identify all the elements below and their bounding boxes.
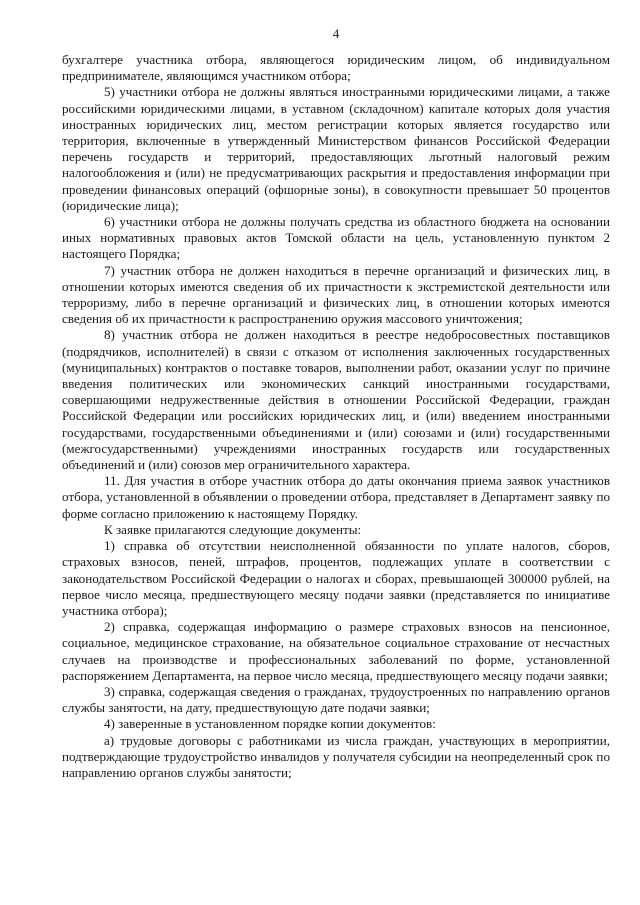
paragraph-continuation: бухгалтере участника отбора, являющегося юридическим лицом, об индивидуальном предпринимателе, являющимся участником отбора;	[62, 52, 610, 84]
paragraph-document-2: 2) справка, содержащая информацию о размере страховых взносов на пенсионное, социальное, медицинское страхование, на обязательное социальное страхование от несчастных случаев на производстве и профессиональных заболеваний по форме, установленной распоряжением Департамента, на первое число месяца, предшествующего месяцу подачи заявки;	[62, 619, 610, 683]
paragraph-document-4: 4) заверенные в установленном порядке копии документов:	[104, 716, 436, 732]
paragraph-document-4a: а) трудовые договоры с работниками из числа граждан, участвующих в мероприятии, подтверждающие трудоустройство инвалидов у получателя субсидии на неопределенный срок по направлению органов службы занятости;	[62, 732, 610, 780]
paragraph-document-1: 1) справка об отсутствии неисполненной обязанности по уплате налогов, сборов, страховых взносов, пеней, штрафов, процентов, подлежащих уплате в соответствии с законодательством Российской Федерации о налогах и сборах, превышающей 300000 рублей, на первое число месяца, предшествующего месяцу подачи заявки (представляется по инициативе участника отбора);	[62, 538, 610, 618]
document-body	[62, 52, 610, 781]
paragraph-documents-intro: К заявке прилагаются следующие документы:	[104, 521, 362, 537]
paragraph-item-6: 6) участники отбора не должны получать средства из областного бюджета на основании иных нормативных правовых актов Томской области на цель, установленную пунктом 2 настоящего Порядка;	[62, 214, 610, 262]
paragraph-item-8: 8) участник отбора не должен находиться в реестре недобросовестных поставщиков (подрядчиков, исполнителей) в связи с отказом от исполнения заключенных государственных (муниципальных) контрактов о поставке товаров, выполнении работ, оказании услуг по причине введения политических или экономических санкций иностранными государствами, совершающими недружественные действия в отношении Российской Федерации, граждан Российской Федерации или российских юридических лиц, и (или) введением иностранными государствами, государственными объединениями и (или) союзами и (или) государственными (межгосударственными) учреждениями иностранных государств или государственных объединений и (или) союзов мер ограничительного характера.	[62, 327, 610, 473]
page-number: 4	[332, 26, 340, 41]
paragraph-clause-11: 11. Для участия в отборе участник отбора до даты окончания приема заявок участников отбора, установленной в объявлении о проведении отбора, представляет в Департамент заявку по форме согласно приложению к настоящему Порядку.	[62, 473, 610, 521]
paragraph-document-3: 3) справка, содержащая сведения о гражданах, трудоустроенных по направлению органов службы занятости, на дату, предшествующую дате подачи заявки;	[62, 683, 610, 716]
paragraph-item-7: 7) участник отбора не должен находиться в перечне организаций и физических лиц, в отношении которых имеются сведения об их причастности к экстремистской деятельности или терроризму, либо в перечне организаций и физических лиц, в отношении которых имеются сведения об их причастности к распространению оружия массового уничтожения;	[62, 262, 610, 327]
paragraph-item-5: 5) участники отбора не должны являться иностранными юридическими лицами, а также российскими юридическими лицами, в уставном (складочном) капитале которых доля участия иностранных юридических лиц, местом регистрации которых является государство или территория, включенные в утвержденный Министерством финансов Российской Федерации перечень государств и территорий, предоставляющих льготный налоговый режим налогообложения и (или) не предусматривающих раскрытия и предоставления информации при проведении финансовых операций (офшорные зоны), в совокупности превышает 50 процентов (юридические лица);	[62, 84, 610, 213]
